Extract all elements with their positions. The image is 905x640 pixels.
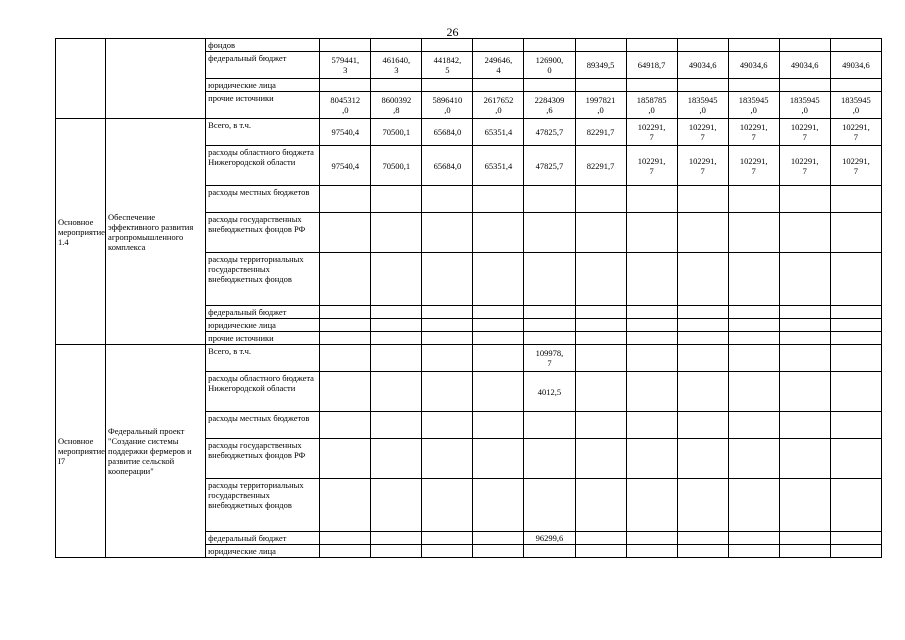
amount-cell [371,532,422,545]
amount-cell [779,39,830,52]
amount-cell [371,253,422,306]
amount-cell [371,306,422,319]
amount-cell [830,545,881,558]
amount-cell [320,412,371,439]
amount-cell [830,319,881,332]
amount-cell: 49034,6 [830,52,881,79]
amount-cell [779,79,830,92]
measure-code: Основное мероприятие I7 [56,345,106,558]
amount-cell [473,479,524,532]
amount-cell: 1835945 ,0 [779,92,830,119]
amount-cell [524,479,575,532]
amount-cell [320,306,371,319]
funding-source-label: фондов [206,39,320,52]
amount-cell [371,345,422,372]
amount-cell [422,319,473,332]
funding-source-label: расходы государственных внебюджетных фондов РФ [206,439,320,479]
amount-cell [575,532,626,545]
amount-cell: 47825,7 [524,146,575,186]
amount-cell: 249646, 4 [473,52,524,79]
table-row [56,119,882,146]
amount-cell [779,253,830,306]
amount-cell: 102291, 7 [728,119,779,146]
amount-cell [575,439,626,479]
amount-cell [575,39,626,52]
amount-cell [371,213,422,253]
amount-cell [677,253,728,306]
amount-cell [371,39,422,52]
amount-cell [626,306,677,319]
amount-cell [473,332,524,345]
amount-cell: 102291, 7 [626,119,677,146]
amount-cell [575,345,626,372]
amount-cell [728,372,779,412]
amount-cell: 82291,7 [575,119,626,146]
amount-cell [677,372,728,412]
amount-cell [422,439,473,479]
amount-cell [422,345,473,372]
amount-cell [830,213,881,253]
amount-cell [524,412,575,439]
amount-cell [320,532,371,545]
measure-name [106,39,206,119]
amount-cell [677,532,728,545]
amount-cell [320,79,371,92]
amount-cell [677,306,728,319]
amount-cell [728,439,779,479]
amount-cell [728,79,779,92]
amount-cell [524,79,575,92]
amount-cell [677,545,728,558]
amount-cell [677,39,728,52]
amount-cell: 8045312 ,0 [320,92,371,119]
amount-cell [779,332,830,345]
amount-cell [779,372,830,412]
amount-cell [728,253,779,306]
amount-cell: 102291, 7 [830,146,881,186]
amount-cell [524,332,575,345]
amount-cell [728,39,779,52]
amount-cell [371,412,422,439]
amount-cell: 102291, 7 [830,119,881,146]
amount-cell: 65351,4 [473,119,524,146]
amount-cell [575,412,626,439]
amount-cell [677,79,728,92]
amount-cell [473,412,524,439]
amount-cell [320,345,371,372]
funding-source-label: юридические лица [206,79,320,92]
amount-cell [677,412,728,439]
amount-cell [422,213,473,253]
amount-cell [524,186,575,213]
funding-source-label: юридические лица [206,319,320,332]
amount-cell [626,532,677,545]
amount-cell [830,532,881,545]
amount-cell [626,439,677,479]
amount-cell [728,319,779,332]
amount-cell: 1835945 ,0 [677,92,728,119]
amount-cell [473,186,524,213]
funding-source-label: прочие источники [206,332,320,345]
amount-cell [626,39,677,52]
amount-cell [830,412,881,439]
amount-cell [575,186,626,213]
amount-cell [422,253,473,306]
amount-cell [728,412,779,439]
amount-cell: 49034,6 [677,52,728,79]
funding-source-label: расходы местных бюджетов [206,186,320,213]
amount-cell [830,372,881,412]
amount-cell [524,253,575,306]
amount-cell [779,319,830,332]
amount-cell [473,213,524,253]
amount-cell: 441842, 5 [422,52,473,79]
amount-cell [779,545,830,558]
amount-cell [779,345,830,372]
amount-cell [524,306,575,319]
amount-cell: 102291, 7 [677,119,728,146]
amount-cell: 49034,6 [779,52,830,79]
amount-cell [677,186,728,213]
amount-cell [728,532,779,545]
amount-cell [371,439,422,479]
amount-cell: 47825,7 [524,119,575,146]
amount-cell [779,186,830,213]
amount-cell: 579441, 3 [320,52,371,79]
amount-cell: 49034,6 [728,52,779,79]
amount-cell [575,372,626,412]
amount-cell: 70500,1 [371,119,422,146]
amount-cell [473,253,524,306]
amount-cell [422,39,473,52]
amount-cell [728,479,779,532]
measure-name: Обеспечение эффективного развития агропромышленного комплекса [106,119,206,345]
amount-cell [779,439,830,479]
amount-cell [677,332,728,345]
amount-cell [779,306,830,319]
measure-code: Основное мероприятие 1.4 [56,119,106,345]
amount-cell: 1835945 ,0 [830,92,881,119]
amount-cell [677,439,728,479]
amount-cell [575,253,626,306]
amount-cell: 102291, 7 [626,146,677,186]
amount-cell [575,79,626,92]
amount-cell [830,332,881,345]
amount-cell: 109978, 7 [524,345,575,372]
amount-cell: 65684,0 [422,119,473,146]
amount-cell: 102291, 7 [677,146,728,186]
amount-cell: 1858785 ,0 [626,92,677,119]
amount-cell: 82291,7 [575,146,626,186]
amount-cell [626,479,677,532]
amount-cell [473,306,524,319]
page-number: 26 [446,25,459,39]
amount-cell [626,253,677,306]
amount-cell [320,253,371,306]
amount-cell [524,319,575,332]
amount-cell: 65684,0 [422,146,473,186]
amount-cell [626,345,677,372]
amount-cell [575,545,626,558]
measure-name: Федеральный проект "Создание системы поддержки фермеров и развитие сельской кооперации" [106,345,206,558]
amount-cell [677,319,728,332]
amount-cell: 70500,1 [371,146,422,186]
amount-cell [626,545,677,558]
amount-cell: 1997821 ,0 [575,92,626,119]
amount-cell [779,479,830,532]
amount-cell [422,372,473,412]
amount-cell [371,545,422,558]
amount-cell [728,186,779,213]
amount-cell: 65351,4 [473,146,524,186]
amount-cell [830,186,881,213]
funding-source-label: юридические лица [206,545,320,558]
amount-cell [422,79,473,92]
amount-cell [473,319,524,332]
amount-cell: 8600392 ,8 [371,92,422,119]
amount-cell: 97540,4 [320,146,371,186]
amount-cell [626,412,677,439]
amount-cell [575,306,626,319]
amount-cell: 102291, 7 [779,146,830,186]
amount-cell [779,412,830,439]
amount-cell [728,332,779,345]
amount-cell [830,253,881,306]
funding-source-label: расходы областного бюджета Нижегородской области [206,372,320,412]
table-row [56,345,882,372]
amount-cell: 89349,5 [575,52,626,79]
amount-cell [830,39,881,52]
funding-source-label: прочие источники [206,92,320,119]
amount-cell [626,79,677,92]
amount-cell [320,479,371,532]
funding-source-label: федеральный бюджет [206,532,320,545]
amount-cell [626,372,677,412]
amount-cell [524,213,575,253]
amount-cell [677,345,728,372]
amount-cell: 96299,6 [524,532,575,545]
amount-cell: 97540,4 [320,119,371,146]
amount-cell [422,306,473,319]
amount-cell [524,39,575,52]
amount-cell [320,545,371,558]
budget-table [55,38,882,558]
amount-cell [422,545,473,558]
funding-source-label: федеральный бюджет [206,306,320,319]
amount-cell [371,332,422,345]
amount-cell: 102291, 7 [779,119,830,146]
amount-cell: 126900, 0 [524,52,575,79]
amount-cell [830,345,881,372]
amount-cell [524,439,575,479]
amount-cell: 2617652 ,0 [473,92,524,119]
amount-cell: 102291, 7 [728,146,779,186]
amount-cell [728,345,779,372]
amount-cell: 2284309 ,6 [524,92,575,119]
amount-cell [830,479,881,532]
funding-source-label: расходы территориальных государственных внебюджетных фондов [206,479,320,532]
amount-cell [473,345,524,372]
amount-cell [371,319,422,332]
amount-cell [320,372,371,412]
amount-cell [830,439,881,479]
amount-cell [473,79,524,92]
funding-source-label: Всего, в т.ч. [206,345,320,372]
amount-cell [371,186,422,213]
amount-cell [779,213,830,253]
amount-cell [524,545,575,558]
amount-cell [422,186,473,213]
amount-cell [473,439,524,479]
amount-cell [320,186,371,213]
amount-cell: 64918,7 [626,52,677,79]
amount-cell [422,412,473,439]
amount-cell [422,479,473,532]
amount-cell [830,79,881,92]
amount-cell [575,479,626,532]
amount-cell: 461640, 3 [371,52,422,79]
amount-cell [473,372,524,412]
amount-cell [575,332,626,345]
amount-cell [422,532,473,545]
amount-cell [728,545,779,558]
amount-cell [320,213,371,253]
amount-cell [320,332,371,345]
amount-cell [677,213,728,253]
table-row [56,39,882,52]
amount-cell [626,213,677,253]
amount-cell [830,306,881,319]
amount-cell [728,306,779,319]
amount-cell: 1835945 ,0 [728,92,779,119]
amount-cell [626,319,677,332]
amount-cell [473,532,524,545]
amount-cell [626,186,677,213]
amount-cell [575,319,626,332]
amount-cell [473,545,524,558]
amount-cell [728,213,779,253]
amount-cell [422,332,473,345]
amount-cell [320,39,371,52]
amount-cell [371,372,422,412]
measure-code [56,39,106,119]
funding-source-label: Всего, в т.ч. [206,119,320,146]
amount-cell: 5896410 ,0 [422,92,473,119]
amount-cell [779,532,830,545]
funding-source-label: расходы местных бюджетов [206,412,320,439]
funding-source-label: федеральный бюджет [206,52,320,79]
funding-source-label: расходы государственных внебюджетных фондов РФ [206,213,320,253]
amount-cell [371,479,422,532]
funding-source-label: расходы областного бюджета Нижегородской области [206,146,320,186]
amount-cell [320,319,371,332]
amount-cell [626,332,677,345]
amount-cell [677,479,728,532]
amount-cell [371,79,422,92]
amount-cell [575,213,626,253]
amount-cell [320,439,371,479]
amount-cell: 4012,5 [524,372,575,412]
funding-source-label: расходы территориальных государственных внебюджетных фондов [206,253,320,306]
amount-cell [473,39,524,52]
